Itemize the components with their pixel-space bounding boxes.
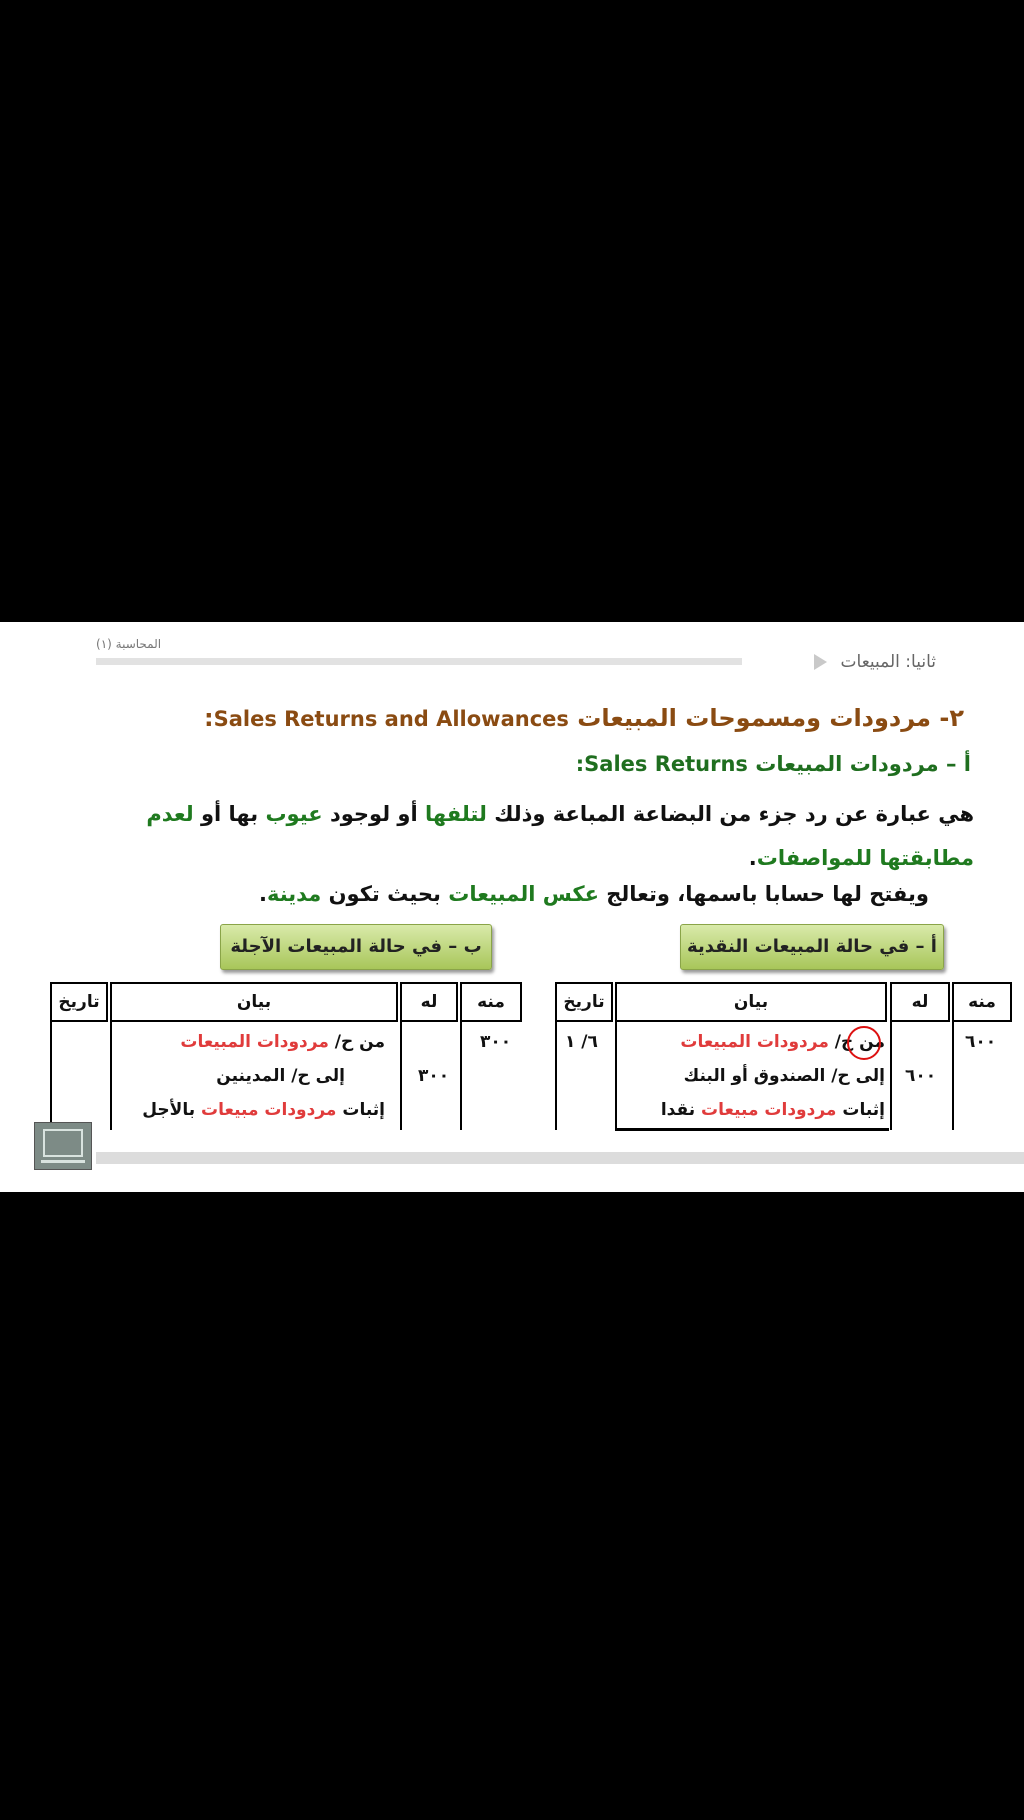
entry-explanation	[661, 1100, 885, 1120]
section-title: ثانيا: المبيعات	[840, 652, 936, 672]
column-divider	[615, 1022, 617, 1130]
entry-explanation	[142, 1100, 385, 1120]
entry-line-credit: إلى ح/ الصندوق أو البنك	[683, 1066, 885, 1086]
explanation-highlight: مردودات مبيعات	[701, 1100, 837, 1120]
treatment-text-1: ويفتح لها حسابا باسمها، وتعالج	[606, 882, 929, 906]
header-divider	[96, 658, 742, 665]
explanation-prefix: إثبات	[842, 1100, 885, 1120]
treatment-period: .	[258, 882, 267, 906]
definition-text-1: هي عبارة عن رد جزء من البضاعة المباعة وذلك	[494, 802, 974, 826]
column-divider	[460, 1022, 462, 1130]
subheading-arabic: أ – مردودات المبيعات	[755, 752, 971, 776]
keyword-debit: مدينة	[266, 882, 322, 906]
treatment-text-2: بحيث تكون	[328, 882, 441, 906]
header-desc: بيان	[110, 982, 398, 1022]
header-desc: بيان	[615, 982, 887, 1022]
cash-sales-case-label: أ – في حالة المبيعات النقدية	[680, 924, 944, 970]
explanation-prefix: إثبات	[342, 1100, 385, 1120]
column-divider	[555, 1022, 557, 1130]
entry-line-credit: إلى ح/ المدينين	[216, 1066, 345, 1086]
journal-table-cash	[555, 982, 1015, 1132]
section-nav	[814, 652, 936, 672]
keyword-reverse-sales: عكس المبيعات	[448, 882, 599, 906]
explanation-highlight: مردودات مبيعات	[201, 1100, 337, 1120]
treatment-paragraph	[259, 882, 929, 906]
debit-amount: ٣٠٠	[480, 1032, 512, 1052]
column-divider	[952, 1022, 954, 1130]
definition-period: .	[748, 846, 757, 870]
entry-date: ٦/ ١	[565, 1032, 598, 1052]
entry-line-debit	[180, 1032, 385, 1052]
keyword-damage: لتلفها	[424, 802, 487, 826]
footer-bar	[96, 1152, 1024, 1164]
header-date: تاريخ	[50, 982, 108, 1022]
explanation-suffix: بالأجل	[142, 1100, 196, 1120]
heading-colon: :	[203, 704, 214, 732]
heading-arabic: ٢- مردودات ومسموحات المبيعات	[577, 704, 964, 732]
header-to: له	[890, 982, 950, 1022]
debit-account: مردودات المبيعات	[680, 1032, 829, 1052]
subheading-colon: :	[575, 752, 585, 776]
header-from: منه	[952, 982, 1012, 1022]
column-divider	[890, 1022, 892, 1130]
journal-table-credit	[50, 982, 525, 1132]
keyword-defects: عيوب	[265, 802, 323, 826]
credit-sales-case-label: ب – في حالة المبيعات الآجلة	[220, 924, 492, 970]
slide	[0, 622, 1024, 1192]
definition-text-3: بها أو	[200, 802, 259, 826]
back-arrow-icon[interactable]	[814, 654, 827, 670]
debit-account: مردودات المبيعات	[180, 1032, 329, 1052]
debit-prefix: من ح/	[334, 1032, 385, 1052]
university-logo	[34, 1122, 92, 1170]
highlight-circle	[847, 1026, 881, 1060]
column-divider	[110, 1022, 112, 1130]
desc-bottom-border	[615, 1128, 889, 1131]
explanation-suffix: نقدا	[660, 1100, 696, 1120]
credit-amount: ٦٠٠	[905, 1066, 937, 1086]
course-label: المحاسبة (١)	[96, 637, 162, 651]
heading-english: Sales Returns and Allowances	[213, 707, 569, 731]
column-divider	[400, 1022, 402, 1130]
header-date: تاريخ	[555, 982, 613, 1022]
subheading-english: Sales Returns	[584, 752, 748, 776]
definition-text-2: أو لوجود	[329, 802, 418, 826]
keyword-nonconformity: لعدم مطابقتها للمواصفات	[146, 802, 974, 870]
definition-paragraph	[94, 792, 974, 880]
main-heading	[204, 704, 964, 732]
column-divider	[50, 1022, 52, 1130]
sub-heading	[576, 752, 971, 776]
header-from: منه	[460, 982, 522, 1022]
credit-amount: ٣٠٠	[418, 1066, 450, 1086]
header-to: له	[400, 982, 458, 1022]
debit-prefix: من ح/	[834, 1032, 885, 1052]
debit-amount: ٦٠٠	[965, 1032, 997, 1052]
